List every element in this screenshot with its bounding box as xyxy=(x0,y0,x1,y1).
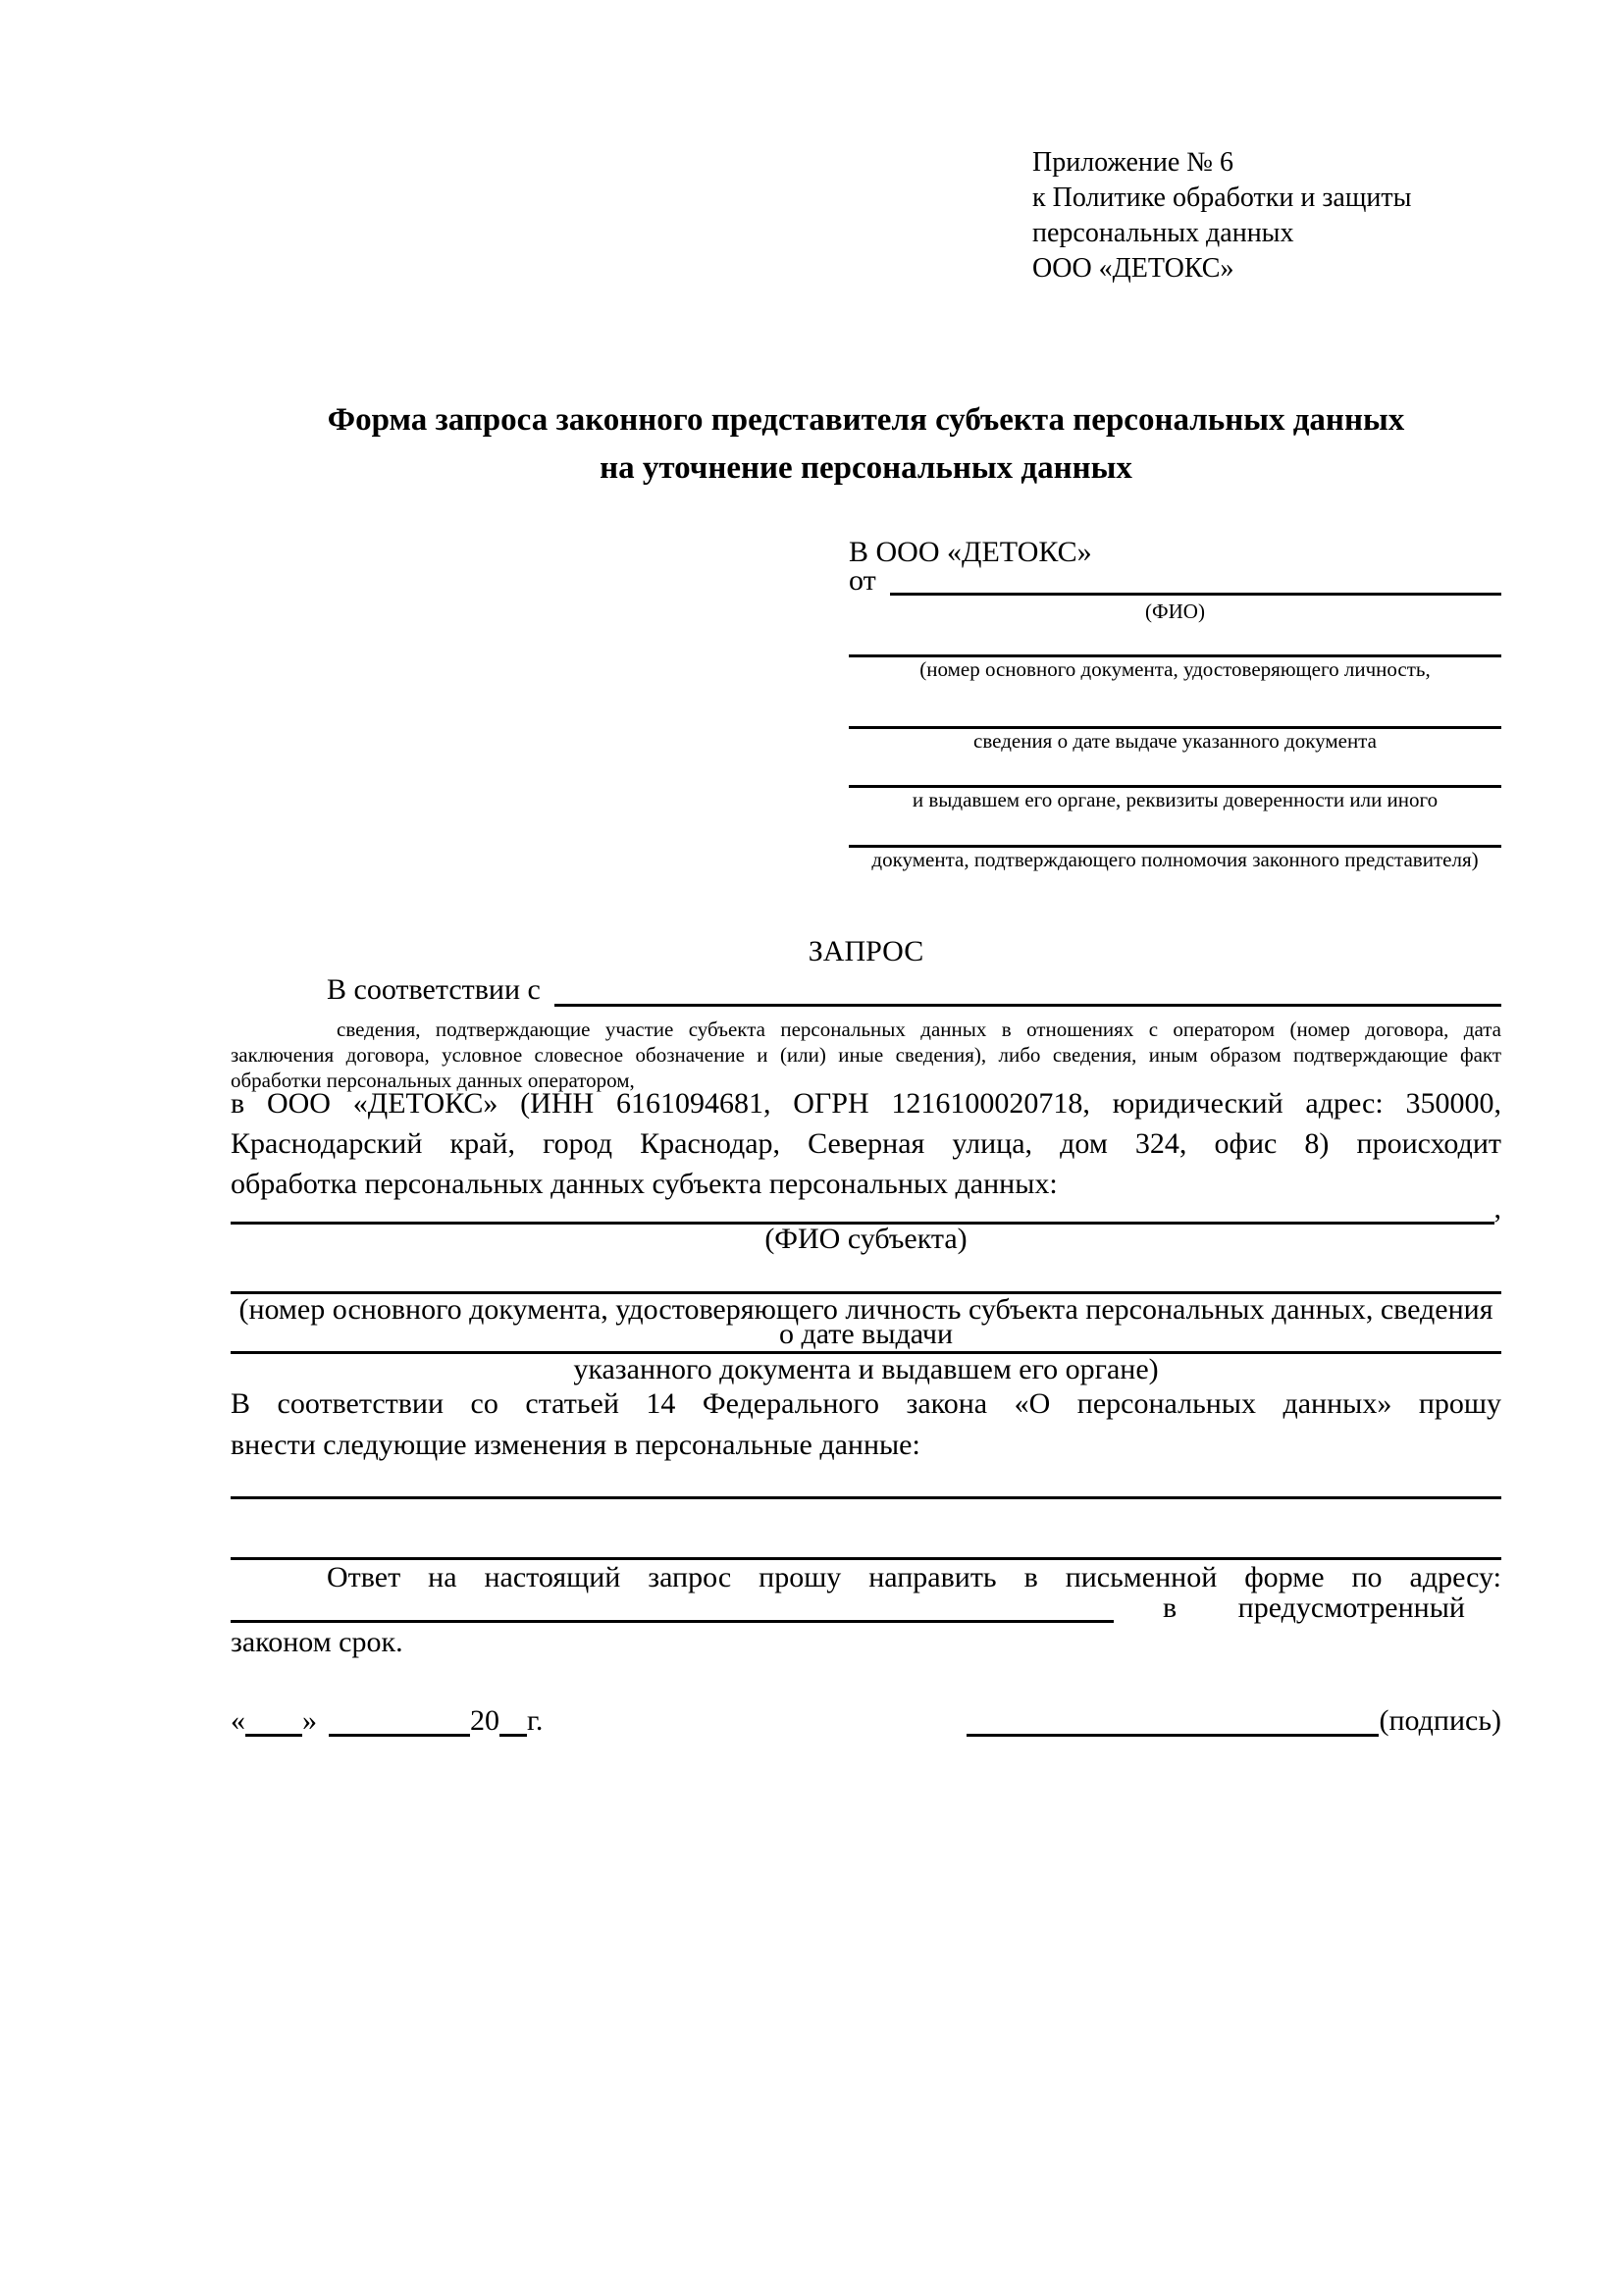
law-paragraph-line: внести следующие изменения в персональные данные: xyxy=(231,1429,920,1461)
basis-field xyxy=(231,965,1501,1007)
operator-paragraph-line: в ООО «ДЕТОКС» (ИНН 6161094681, ОГРН 1216100020718, юридический адрес: 350000, xyxy=(231,1087,1501,1120)
addressee-to: В ООО «ДЕТОКС» xyxy=(849,536,1092,568)
doc-authority-blank-line xyxy=(849,754,1501,788)
from-blank-line xyxy=(890,593,1501,596)
form-title-line: Форма запроса законного представителя субъекта персональных данных xyxy=(327,402,1405,438)
subject-doc-authority-blank-line xyxy=(231,1322,1501,1354)
from-field xyxy=(849,564,1501,597)
from-label: от xyxy=(849,564,876,597)
basis-label: В соответствии с xyxy=(327,973,541,1006)
subject-fio-caption: (ФИО субъекта) xyxy=(764,1223,968,1255)
signature-caption: (подпись) xyxy=(1379,1704,1501,1737)
date-quote-close: » xyxy=(302,1704,317,1737)
form-title-line: на уточнение персональных данных xyxy=(600,450,1132,486)
answer-paragraph-line: законом срок. xyxy=(231,1626,403,1658)
basis-blank-line xyxy=(554,1004,1501,1007)
law-paragraph xyxy=(231,1383,1501,1466)
request-heading: ЗАПРОС xyxy=(808,935,924,967)
fio-caption: (ФИО) xyxy=(1145,600,1205,623)
date-year-suffix: г. xyxy=(527,1704,544,1737)
date-signature-row xyxy=(231,1699,1501,1737)
doc-issue-date-blank-line xyxy=(849,682,1501,729)
field-caption: сведения о дате выдаче указанного документа xyxy=(973,729,1377,753)
field-caption: (номер основного документа, удостоверяющего личность, xyxy=(919,657,1431,681)
annex-header-line: к Политике обработки и защиты xyxy=(1032,183,1412,213)
date-quote-open: « xyxy=(231,1704,245,1737)
law-paragraph-line: В соответствии со статьей 14 Федерального закона «О персональных данных» прошу xyxy=(231,1387,1501,1420)
operator-paragraph-line: обработка персональных данных субъекта персональных данных: xyxy=(231,1168,1058,1200)
answer-paragraph-tail: в предусмотренный xyxy=(1163,1592,1465,1624)
addressee-block xyxy=(849,535,1501,872)
basis-caption-line: обработки персональных данных оператором, xyxy=(231,1069,635,1092)
basis-caption xyxy=(231,1017,1501,1093)
subject-fio-field xyxy=(231,1183,1501,1225)
subject-doc-caption: (номер основного документа, удостоверяющего личность субъекта персональных данных, сведения о дате выдачи xyxy=(238,1293,1493,1350)
annex-header-line: Приложение № 6 xyxy=(1032,147,1233,178)
date-year-prefix: 20 xyxy=(470,1704,499,1737)
annex-header-line: персональных данных xyxy=(1032,218,1294,248)
signature-blank-line xyxy=(967,1734,1379,1737)
date-day-blank xyxy=(245,1734,302,1737)
signature-field xyxy=(967,1705,1501,1737)
changes-blank-line xyxy=(231,1501,1501,1560)
date-field xyxy=(231,1705,543,1737)
trailing-comma: , xyxy=(1493,1192,1501,1225)
date-month-blank xyxy=(329,1734,470,1737)
field-caption: и выдавшем его органе, реквизиты доверенности или иного xyxy=(912,788,1439,811)
basis-caption-line: сведения, подтверждающие участие субъекта персональных данных в отношениях с оператором (номер договора, дата xyxy=(337,1018,1501,1041)
field-caption: документа, подтверждающего полномочия законного представителя) xyxy=(871,848,1479,871)
operator-paragraph-line: Краснодарский край, город Краснодар, Северная улица, дом 324, офис 8) происходит xyxy=(231,1127,1501,1160)
answer-address-field xyxy=(231,1592,1501,1624)
annex-header-line: ООО «ДЕТОКС» xyxy=(1032,253,1234,284)
subject-doc-blank-line xyxy=(231,1253,1501,1294)
form-title xyxy=(231,396,1501,493)
annex-header xyxy=(1032,145,1411,287)
subject-doc-caption: указанного документа и выдавшем его органе) xyxy=(573,1353,1159,1385)
changes-blank-line xyxy=(231,1472,1501,1499)
authority-doc-blank-line xyxy=(849,812,1501,848)
date-year-blank xyxy=(499,1734,527,1737)
representative-doc-blank-line xyxy=(849,624,1501,657)
basis-caption-line: заключения договора, условное словесное обозначение и (или) иные сведения), либо сведения, иным образом подтверждающие факт xyxy=(231,1043,1501,1067)
answer-paragraph-line: Ответ на настоящий запрос прошу направить в письменной форме по адресу: xyxy=(327,1561,1501,1593)
